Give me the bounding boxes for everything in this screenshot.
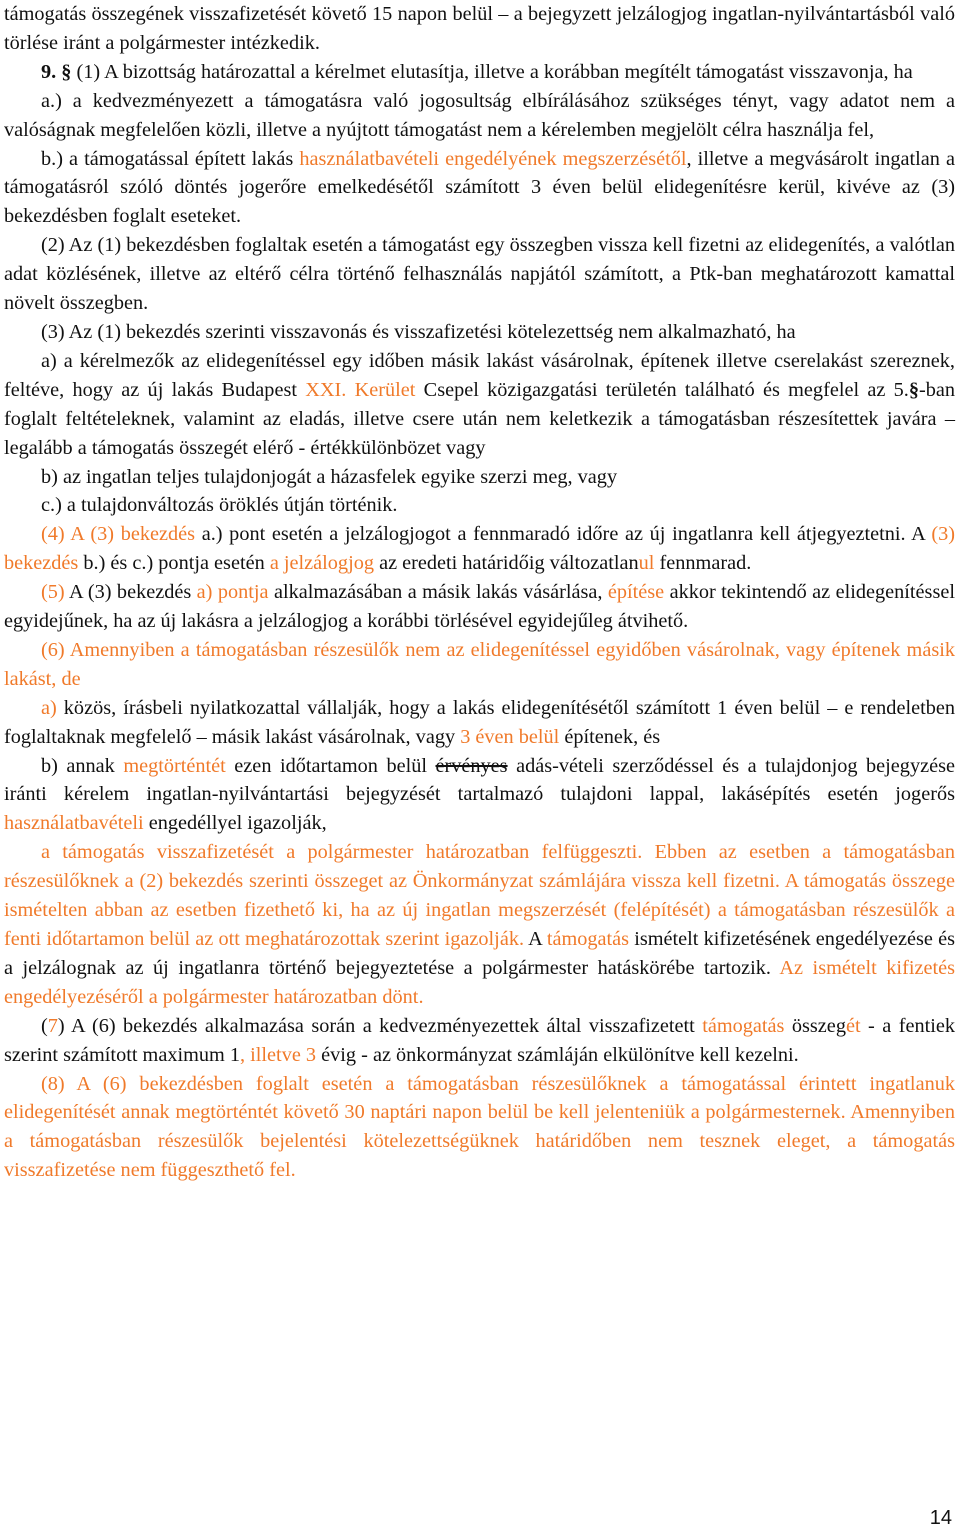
subsection-8: (8) A (6) bekezdésben foglalt esetén a támogatásban részesülőknek a támogatással érintett ingatlanuk elidegenítését annak megtörténtét követő 30 naptári napon belül be kell jelenteniük a polgármesternek. Amennyiben a támogatásban részesülők bejelentési kötelezettségüknek határidőben nem tesznek eleget, a támogatás visszafizetése nem függeszthető fel. xyxy=(4,1072,955,1182)
subsection-5: (5) A (3) bekezdés a) pontja alkalmazásában a másik lakás vásárlása, építése akkor tekintendő az elidegenítéssel egyidejűnek, ha az új lakásra a jelzálogjog a korábbi törlésével egyidejűleg átvihető. xyxy=(4,581,955,633)
subsection-6-point-b: b) annak megtörténtét ezen időtartamon belül érvényes adás-vételi szerződéssel és a tulajdonjog bejegyzése iránti kérelem ingatlan-nyilvántartási bejegyzését tartalmazó tulajdoni lappal, lakásépítés esetén jogerős használatbavételi engedéllyel igazolják, xyxy=(4,754,955,835)
subsection-3-point-b: b) az ingatlan teljes tulajdonjogát a házasfelek egyike szerzi meg, vagy xyxy=(41,465,618,488)
document-page xyxy=(4,0,955,1185)
subsection-2: (2) Az (1) bekezdésben foglaltak esetén a támogatást egy összegben vissza kell fizetni az elidegenítés, a valótlan adat közlésének, illetve az eltérő célra történő felhasználás napjától számított, a Ptk-ban meghatározott kamattal növelt összegben. xyxy=(4,234,955,315)
subsection-7: (7) A (6) bekezdés alkalmazása során a kedvezményezettek által visszafizetett támogatás összegét - a fentiek szerint számított maximum 1, illetve 3 évig - az önkormányzat számláján elkülönítve kell kezelni. xyxy=(4,1014,956,1066)
subsection-3-point-a: a) a kérelmezők az elidegenítéssel egy időben másik lakást vásárolnak, építenek illetve cserelakást szereznek, feltéve, hogy az új lakás Budapest XXI. Kerület Csepel közigazgatási területén található és megfelel az 5.§-ban foglalt feltételeknek, valamint az eladás, illetve csere után nem keletkezik a támogatásban részesítettek javára – legalább a támogatás összegét elérő - értékkülönbözet vagy xyxy=(4,349,955,459)
paragraph-sign: § xyxy=(61,60,72,83)
subsection-6-point-a: a) közös, írásbeli nyilatkozattal vállalják, hogy a lakás elidegenítésétől számított 1 éven belül – e rendeletben foglaltaknak megfelelő – másik lakást vásárolnak, vagy 3 éven belül építenek, és xyxy=(4,696,955,748)
subsection-4: (4) A (3) bekezdés a.) pont esetén a jelzálogjogot a fennmaradó időre az új ingatlanra kell átjegyeztetni. A (3) bekezdés b.) és c.) pontja esetén a jelzálogjog az eredeti határidőig változatlanul fennmarad. xyxy=(4,523,955,575)
section-9-heading: 9. § (1) A bizottság határozattal a kérelmet elutasítja, illetve a korábban megítélt támogatást visszavonja, ha xyxy=(41,60,913,83)
point-a: a.) a kedvezményezett a támogatásra való jogosultság elbírálásához szükséges tényt, vagy adatot nem a valóságnak megfelelően közli, illetve a nyújtott támogatást nem a kérelemben megjelölt célra használja fel, xyxy=(4,89,955,141)
subsection-3: (3) Az (1) bekezdés szerinti visszavonás és visszafizetési kötelezettség nem alkalmazható, ha xyxy=(41,320,796,343)
point-b: b.) a támogatással épített lakás használatbavételi engedélyének megszerzésétől, illetve a megvásárolt ingatlan a támogatásról szóló döntés jogerőre emelkedésétől számított 3 éven belül elidegenítésre kerül, kivéve az (3) bekezdésben foglalt eseteket. xyxy=(4,147,955,228)
paragraph-intro: támogatás összegének visszafizetését követő 15 napon belül – a bejegyzett jelzálogjog ingatlan-nyilvántartásból való törlése iránt a polgármester intézkedik. xyxy=(4,3,955,54)
subsection-3-point-c: c.) a tulajdonváltozás öröklés útján történik. xyxy=(41,494,398,517)
section-number: 9. xyxy=(41,60,57,83)
struck-text: érvényes xyxy=(435,754,508,777)
page-number: 14 xyxy=(929,1507,952,1529)
subsection-6-conclusion: a támogatás visszafizetését a polgármester határozatban felfüggeszti. Ebben az esetben a támogatásban részesülőknek a (2) bekezdés szerinti összeget az Önkormányzat számlájára vissza kell fizetni. A támogatás összege ismételten abban az esetben fizethető ki, ha az új ingatlan megszerzését (felépítését) a támogatásban részesülők a fenti időtartamon belül az ott meghatározottak szerint igazolják. A támogatás ismételt kifizetésének engedélyezése és a jelzálognak az új ingatlanra történő bejegyeztetése a polgármester hatáskörébe tartozik. Az ismételt kifizetés engedélyezéséről a polgármester határozatban dönt. xyxy=(4,841,955,1008)
subsection-6: (6) Amennyiben a támogatásban részesülők nem az elidegenítéssel egyidőben vásárolnak, vagy építenek másik lakást, de xyxy=(4,638,955,690)
